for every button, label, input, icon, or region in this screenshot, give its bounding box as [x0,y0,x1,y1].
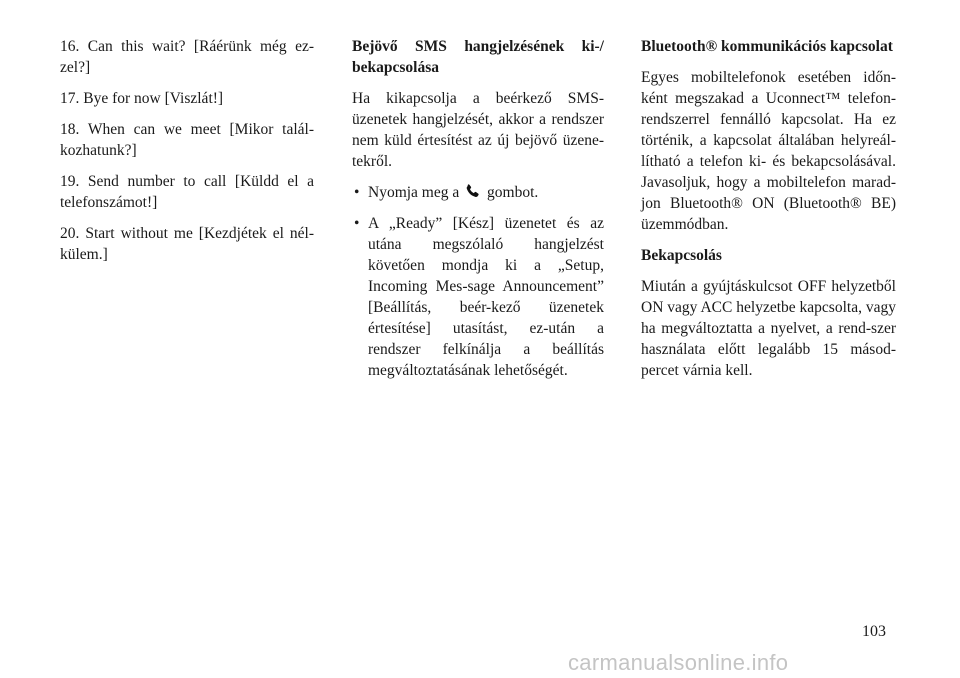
list-item: 17. Bye for now [Viszlát!] [60,90,224,107]
step-1-text-after: gombot. [487,184,539,201]
sms-intro-paragraph: Ha kikapcsolja a beérkező SMS-üzenetek hangjelzését, akkor a rendszer nem küld értesítést az új bejövő üzene-tekről. [352,90,604,170]
left-column [60,36,314,275]
list-item: 16. Can this wait? [Ráérünk még ez-zel?] [60,38,314,76]
list-item: 19. Send number to call [Küldd el a telefonszámot!] [60,173,314,211]
bluetooth-section-heading: Bluetooth® kommunikációs kapcsolat [641,38,893,55]
bullet: • [354,184,360,201]
middle-column [352,36,604,391]
step-1-text-before: Nyomja meg a [368,184,460,201]
phone-icon [464,183,482,199]
power-on-paragraph: Miután a gyújtáskulcsot OFF helyzetből ON vagy ACC helyzetbe kapcsolta, vagy ha megváltoztatta a nyelvet, a rend-szer használata előtt legalább 15 másod-percet várnia kell. [641,278,896,379]
instruction-step-1 [352,182,604,203]
instruction-step-2 [352,213,604,381]
page-number: 103 [862,623,886,640]
instruction-list [352,182,604,381]
list-item: 20. Start without me [Kezdjétek el nél-külem.] [60,225,314,263]
list-item: 18. When can we meet [Mikor talál-kozhatunk?] [60,121,314,159]
bluetooth-paragraph: Egyes mobiltelefonok esetében időn-ként megszakad a Uconnect™ telefon-rendszerrel fennálló kapcsolat. Ha ez történik, a kapcsolat általában helyreál-lítható a telefon ki- és bekapcsolásával. Javasoljuk, hogy a mobiltelefon marad-jon Bluetooth® ON (Bluetooth® BE) üzemmódban. [641,69,896,233]
step-2-text: A „Ready” [Kész] üzenetet és az utána megszólaló hangjelzést követően mondja ki a „Setup, Incoming Mes-sage Announcement” [Beállítás, beér-kező üzenetek értesítése] utasítást, ez-után a rendszer felkínálja a beállítás megváltoztatásának lehetőségét. [368,215,604,379]
sms-section-heading: Bejövő SMS hangjelzésének ki-/ bekapcsolása [352,38,604,76]
bullet: • [354,215,360,232]
watermark: carmanualsonline.info [568,650,789,675]
power-on-subheading: Bekapcsolás [641,247,722,264]
right-column [641,36,896,391]
